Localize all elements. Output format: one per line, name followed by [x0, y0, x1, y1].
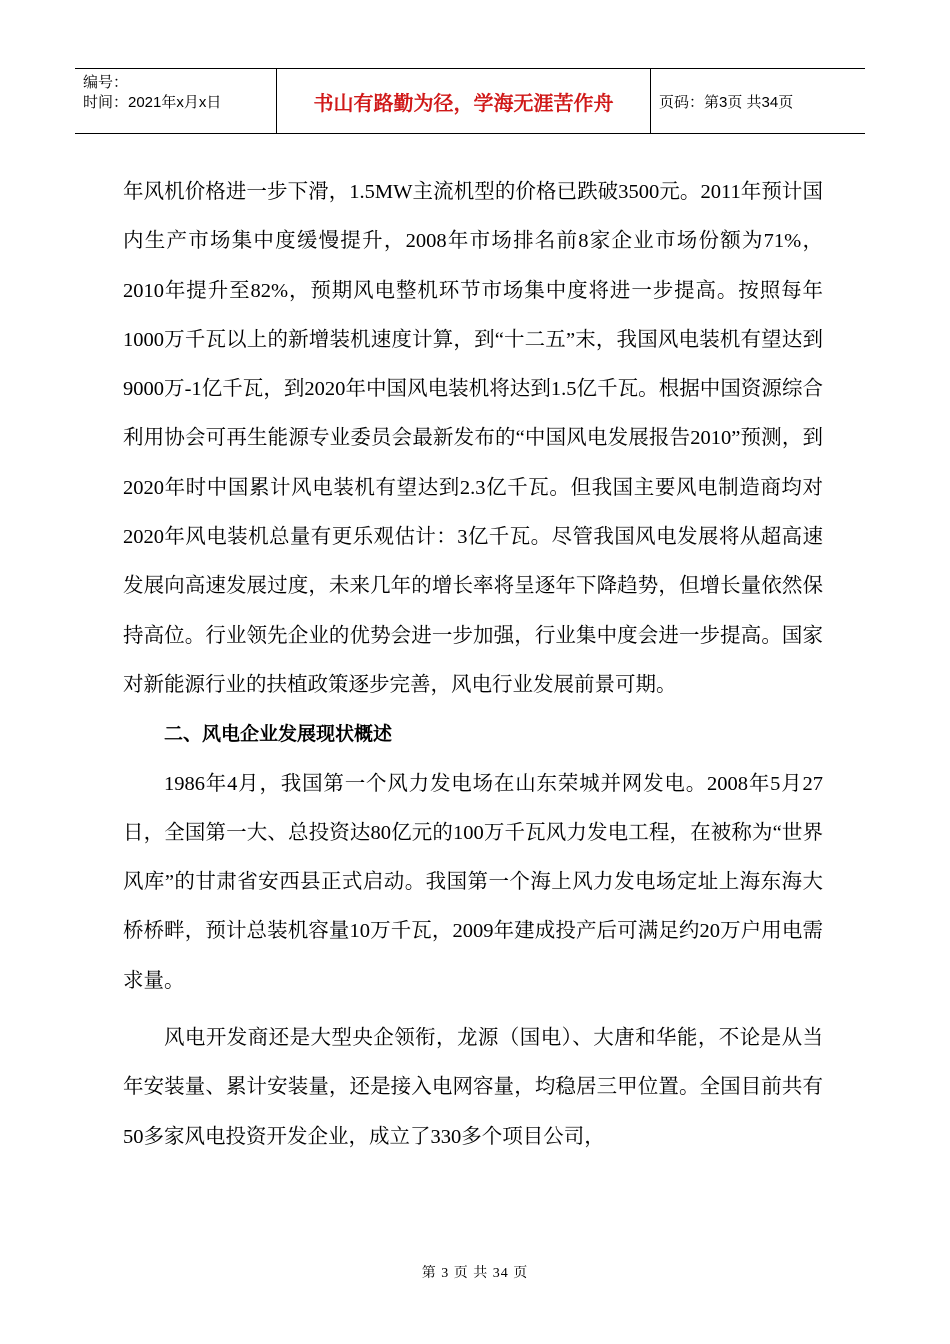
page-footer: 第 3 页 共 34 页: [421, 1266, 529, 1281]
document-time-label: 时间：2021年x月x日: [83, 94, 222, 111]
paragraph-continuation: 年风机价格进一步下滑，1.5MW主流机型的价格已跌破3500元。2011年预计国内生产市场集中度缓慢提升，2008年市场排名前8家企业市场份额为71%，2010年提升至82%，预期风电整机环节市场集中度将进一步提高。按照每年1000万千瓦以上的新增装机速度计算，到“十二五”末，我国风电装机有望达到9000万-1亿千瓦，到2020年中国风电装机将达到1.5亿千瓦。根据中国资源综合利用协会可再生能源专业委员会最新发布的“中国风电发展报告2010”预测，到2020年时中国累计风电装机有望达到2.3亿千瓦。但我国主要风电制造商均对2020年风电装机总量有更乐观估计：3亿千瓦。尽管我国风电发展将从超高速发展向高速发展过度，未来几年的增长率将呈逐年下降趋势，但增长量依然保持高位。行业领先企业的优势会进一步加强，行业集中度会进一步提高。国家对新能源行业的扶植政策逐步完善，风电行业发展前景可期。: [123, 181, 823, 696]
paragraph-history: 1986年4月，我国第一个风力发电场在山东荣城并网发电。2008年5月27日，全国第一大、总投资达80亿元的100万千瓦风力发电工程，在被称为“世界风库”的甘肃省安西县正式启动。我国第一个海上风力发电场定址上海东海大桥桥畔，预计总装机容量10万千瓦，2009年建成投产后可满足约20万户用电需求量。: [123, 772, 823, 992]
page-header: [75, 68, 865, 134]
document-number-label: 编号：: [83, 74, 129, 91]
header-meta: [75, 69, 277, 133]
header-motto: 书山有路勤为径，学海无涯苦作舟: [277, 69, 651, 133]
header-page-info: 页码：第3页 共34页: [659, 93, 794, 111]
paragraph-developers: 风电开发商还是大型央企领衔，龙源（国电）、大唐和华能，不论是从当年安装量、累计安装量，还是接入电网容量，均稳居三甲位置。全国目前共有50多家风电投资开发企业，成立了330多个项目公司，: [123, 1027, 823, 1148]
section-heading: 二、风电企业发展现状概述: [164, 723, 393, 746]
document-body: [123, 168, 823, 1162]
